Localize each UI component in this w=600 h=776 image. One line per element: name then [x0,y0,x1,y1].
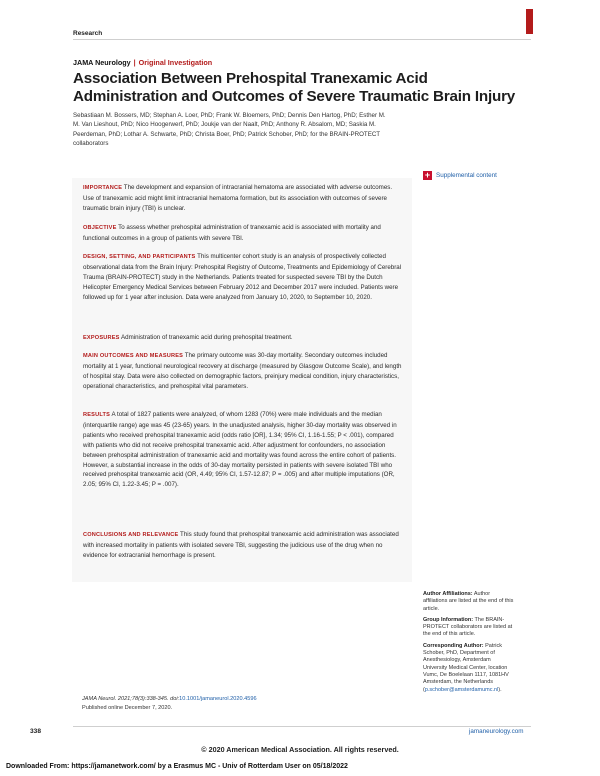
supplemental-label: Supplemental content [436,172,497,179]
exposures-text: Administration of tranexamic acid during prehospital treatment. [121,334,293,341]
corresponding-email-link[interactable]: p.schober@amsterdamumc.nl [424,686,499,693]
conclusions-text: This study found that prehospital tranexamic acid administration was associated with increased mortality in patients with isolated severe TBI, suggesting the judicious use of the drug when no evidence for extracranial hemorrhage is present. [83,531,399,559]
header-divider [73,39,531,40]
author-list: Sebastiaan M. Bossers, MD; Stephan A. Loer, PhD; Frank W. Bloemers, PhD; Dennis Den Hartog, PhD; Esther M. M. Van Lieshout, PhD; Nico Hoogerwerf, PhD; Joukje van der Naalt, PhD; Anthony R. Absalom, MD; Saskia M. Peerdeman, PhD; Lothar A. Schwarte, PhD; Christa Boer, PhD; Patrick Schober, PhD; for the BRAIN-PROTECT collaborators [73,112,386,148]
corresponding-author: Corresponding Author: Patrick Schober, PhD, Department of Anesthesiology, Amsterdam University Medical Center, location Vumc, De Boelelaan 1117, 1081HV Amsterdam, the Netherlands (p.schober@amsterdamumc.nl). [423,642,509,693]
section-tag: Research [73,30,103,37]
affiliations-text: Author affiliations are listed at the end of this article. [423,591,514,612]
importance-text: The development and expansion of intracranial hematoma are associated with adverse outcomes. Use of tranexamic acid might limit intracranial hematoma formation, but its association with outcomes of severe traumatic brain injury (TBI) is unclear. [83,184,393,212]
section-color-bar [526,9,533,34]
supplemental-content-link[interactable] [423,171,497,180]
results-text: A total of 1827 patients were analyzed, of whom 1283 (70%) were male individuals and the median (interquartile range) age was 45 (23-65) years. In the unadjusted analysis, higher 30-day mortality was observed in patients who received prehospital tranexamic acid (odds ratio [OR], 1.34; 95% CI, 1.16-1.55; P < .001), compared with patients who did not receive prehospital tranexamic acid. After adjustment for confounders, no association between prehospital administration of tranexamic acid and mortality was found across the entire cohort of patients. However, a substantial increase in the odds of 30-day mortality persisted in patients with severe isolated TBI who received prehospital tranexamic acid (OR, 4.49; 95% CI, 1.57-12.87; P = .005) and after multiple imputations (OR, 2.05; 95% CI, 1.22-3.45; P = .007). [83,411,397,489]
citation-text: JAMA Neurol. 2021;78(3):338-345. doi: [82,696,180,702]
published-date: Published online December 7, 2020. [82,704,173,711]
outcomes-label: MAIN OUTCOMES AND MEASURES [83,353,184,359]
group-text: The BRAIN-PROTECT collaborators are listed at the end of this article. [423,616,513,638]
design-label: DESIGN, SETTING, AND PARTICIPANTS [83,254,196,260]
conclusions-label: CONCLUSIONS AND RELEVANCE [83,532,179,538]
exposures-label: EXPOSURES [83,335,120,341]
citation-block [82,695,412,712]
abstract-importance [83,183,403,214]
plus-icon: + [424,170,431,180]
page-number: 338 [30,728,42,735]
journal-separator: | [133,58,136,67]
copyright-notice: © 2020 American Medical Association. All rights reserved. [201,745,399,754]
abstract-outcomes [83,351,403,392]
objective-label: OBJECTIVE [83,225,117,231]
group-label: Group Information: [423,616,474,623]
corresponding-text: Patrick Schober, PhD, Department of Anesthesiology, Amsterdam University Medical Center, location Vumc, De Boelelaan 1117, 1081HV Amsterdam, the Netherlands [423,642,509,686]
article-type: Original Investigation [138,58,213,67]
results-label: RESULTS [83,412,111,418]
footer-divider [73,726,531,727]
objective-text: To assess whether prehospital administration of tranexamic acid is associated with mortality and functional outcomes in a group of patients with severe TBI. [83,224,381,242]
doi-link[interactable]: 10.1001/jamaneurol.2020.4596 [179,696,257,702]
author-affiliations [423,591,515,613]
design-text: This multicenter cohort study is an analysis of prospectively collected observational data from the Brain Injury: Prehospital Registry of Outcome, Treatments and Epidemiology of Cerebral Trauma (BRAIN-PROTECT) study in the Netherlands. Patients treated for suspected severe TBI by the Dutch Helicopter Emergency Medical Services between February 2012 and December 2017 were included. Patients were followed up for 1 year after inclusion. Data were analyzed from January 10, 2020, to September 10, 2020. [83,253,402,301]
outcomes-text: The primary outcome was 30-day mortality. Secondary outcomes included mortality at 1 year, functional neurological recovery at discharge (measured by Glasgow Outcome Scale), and length of hospital stay. Data were also collected on demographic factors, preinjury medical condition, injury characteristics, operational characteristics, and prehospital vital parameters. [83,352,402,390]
abstract-results [83,410,403,490]
affiliations-label: Author Affiliations: [423,591,473,597]
corresponding-label: Corresponding Author: [423,642,484,649]
journal-site-link[interactable]: jamaneurology.com [469,728,524,735]
download-notice: Downloaded From: https://jamanetwork.com/ by a Erasmus MC - Univ of Rotterdam User on 05/18/2022 [6,763,348,770]
journal-line [73,58,212,67]
abstract-conclusions [83,530,403,561]
citation-line [82,695,412,704]
abstract-objective [83,223,403,244]
abstract-exposures [83,333,403,344]
author-info-sidebar [423,591,515,698]
article-title: Association Between Prehospital Tranexamic Acid Administration and Outcomes of Severe Traumatic Brain Injury [73,70,516,105]
abstract-design [83,252,403,303]
group-information [423,617,515,639]
journal-name: JAMA Neurology [73,58,131,67]
importance-label: IMPORTANCE [83,185,123,191]
